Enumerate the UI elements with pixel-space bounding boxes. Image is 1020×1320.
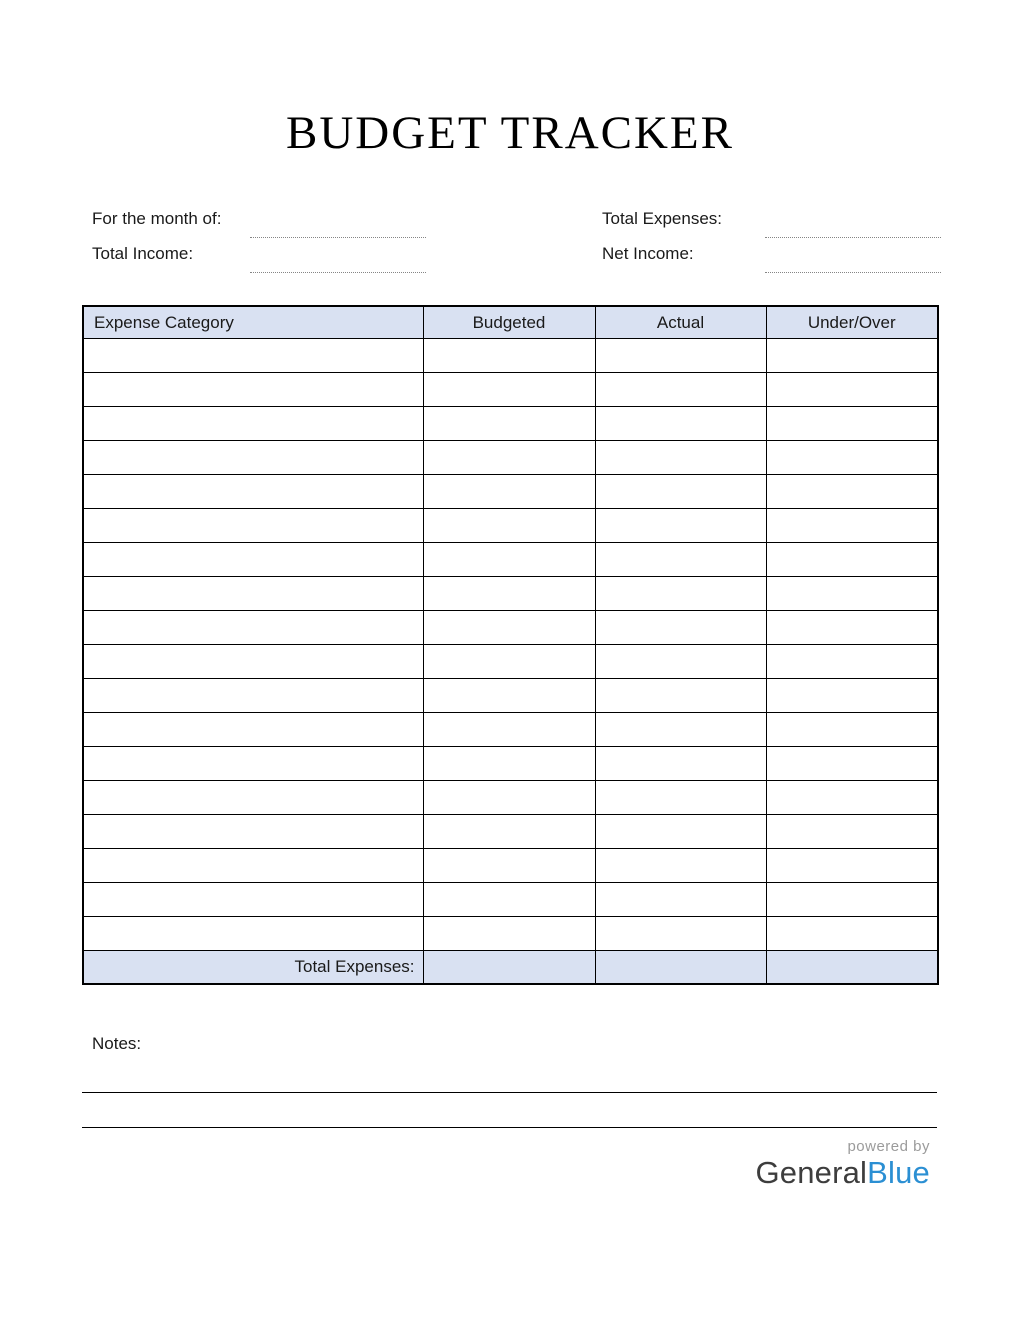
- actual-cell[interactable]: [595, 917, 766, 951]
- budgeted-cell[interactable]: [423, 781, 595, 815]
- table-row: [83, 645, 938, 679]
- actual-cell[interactable]: [595, 577, 766, 611]
- table-row: [83, 713, 938, 747]
- under-over-cell[interactable]: [766, 645, 938, 679]
- budgeted-cell[interactable]: [423, 883, 595, 917]
- budgeted-cell[interactable]: [423, 917, 595, 951]
- expense-category-cell[interactable]: [83, 577, 423, 611]
- table-row: [83, 815, 938, 849]
- actual-cell[interactable]: [595, 611, 766, 645]
- budgeted-cell[interactable]: [423, 815, 595, 849]
- expense-category-cell[interactable]: [83, 713, 423, 747]
- expense-category-cell[interactable]: [83, 475, 423, 509]
- budgeted-cell[interactable]: [423, 611, 595, 645]
- net-income-input[interactable]: [765, 250, 941, 273]
- total-under-over-cell[interactable]: [766, 951, 938, 985]
- brand-wordmark: [755, 1156, 930, 1190]
- table-row: [83, 373, 938, 407]
- brand-general-text: General: [755, 1154, 868, 1190]
- total-actual-cell[interactable]: [595, 951, 766, 985]
- budgeted-cell[interactable]: [423, 713, 595, 747]
- general-blue-logo: [755, 1139, 930, 1190]
- expense-category-cell[interactable]: [83, 611, 423, 645]
- table-row: [83, 441, 938, 475]
- under-over-cell[interactable]: [766, 713, 938, 747]
- under-over-cell[interactable]: [766, 917, 938, 951]
- budgeted-cell[interactable]: [423, 543, 595, 577]
- actual-cell[interactable]: [595, 849, 766, 883]
- actual-cell[interactable]: [595, 679, 766, 713]
- actual-cell[interactable]: [595, 713, 766, 747]
- total-expenses-row: [83, 951, 938, 985]
- table-row: [83, 543, 938, 577]
- budgeted-cell[interactable]: [423, 645, 595, 679]
- table-row: [83, 407, 938, 441]
- under-over-cell[interactable]: [766, 883, 938, 917]
- actual-cell[interactable]: [595, 475, 766, 509]
- table-header-row: [83, 306, 938, 339]
- under-over-cell[interactable]: [766, 373, 938, 407]
- expense-category-cell[interactable]: [83, 679, 423, 713]
- table-body: [83, 339, 938, 951]
- net-income-field-label: Net Income:: [602, 244, 694, 263]
- actual-cell[interactable]: [595, 815, 766, 849]
- under-over-cell[interactable]: [766, 679, 938, 713]
- expense-category-cell[interactable]: [83, 441, 423, 475]
- under-over-cell[interactable]: [766, 815, 938, 849]
- under-over-cell[interactable]: [766, 509, 938, 543]
- under-over-cell[interactable]: [766, 339, 938, 373]
- budgeted-cell[interactable]: [423, 441, 595, 475]
- budgeted-cell[interactable]: [423, 509, 595, 543]
- budgeted-cell[interactable]: [423, 679, 595, 713]
- total-expenses-row-label: Total Expenses:: [83, 951, 423, 985]
- total-income-field-label: Total Income:: [92, 244, 194, 263]
- table-row: [83, 509, 938, 543]
- expense-category-cell[interactable]: [83, 645, 423, 679]
- actual-cell[interactable]: [595, 509, 766, 543]
- budgeted-cell[interactable]: [423, 577, 595, 611]
- budgeted-cell[interactable]: [423, 407, 595, 441]
- month-field-label: For the month of:: [92, 209, 222, 228]
- actual-cell[interactable]: [595, 781, 766, 815]
- table-row: [83, 747, 938, 781]
- budgeted-cell[interactable]: [423, 475, 595, 509]
- page-title: BUDGET TRACKER: [286, 107, 734, 159]
- under-over-cell[interactable]: [766, 781, 938, 815]
- column-header-actual: Actual: [595, 306, 766, 339]
- table-row: [83, 781, 938, 815]
- under-over-cell[interactable]: [766, 543, 938, 577]
- under-over-cell[interactable]: [766, 849, 938, 883]
- brand-blue-text: Blue: [867, 1154, 930, 1190]
- under-over-cell[interactable]: [766, 441, 938, 475]
- actual-cell[interactable]: [595, 373, 766, 407]
- table-row: [83, 611, 938, 645]
- table-row: [83, 679, 938, 713]
- table-row: [83, 475, 938, 509]
- column-header-budgeted: Budgeted: [423, 306, 595, 339]
- powered-by-text: powered by: [847, 1138, 930, 1155]
- expense-category-cell[interactable]: [83, 407, 423, 441]
- actual-cell[interactable]: [595, 407, 766, 441]
- expense-category-cell[interactable]: [83, 883, 423, 917]
- notes-writing-line[interactable]: [82, 1127, 937, 1128]
- actual-cell[interactable]: [595, 747, 766, 781]
- table-row: [83, 339, 938, 373]
- expense-category-cell[interactable]: [83, 815, 423, 849]
- table-row: [83, 917, 938, 951]
- notes-label: Notes:: [92, 1034, 142, 1053]
- expense-category-cell[interactable]: [83, 747, 423, 781]
- column-header-under-over: Under/Over: [766, 306, 938, 339]
- actual-cell[interactable]: [595, 883, 766, 917]
- table-row: [83, 849, 938, 883]
- budgeted-cell[interactable]: [423, 747, 595, 781]
- under-over-cell[interactable]: [766, 747, 938, 781]
- table-row: [83, 883, 938, 917]
- actual-cell[interactable]: [595, 339, 766, 373]
- total-expenses-input[interactable]: [765, 215, 941, 238]
- actual-cell[interactable]: [595, 543, 766, 577]
- expense-category-cell[interactable]: [83, 373, 423, 407]
- column-header-expense-category: Expense Category: [83, 306, 423, 339]
- month-input[interactable]: [250, 215, 426, 238]
- actual-cell[interactable]: [595, 645, 766, 679]
- total-budgeted-cell[interactable]: [423, 951, 595, 985]
- notes-writing-line[interactable]: [82, 1092, 937, 1093]
- under-over-cell[interactable]: [766, 407, 938, 441]
- under-over-cell[interactable]: [766, 577, 938, 611]
- total-income-input[interactable]: [250, 250, 426, 273]
- table-row: [83, 577, 938, 611]
- total-expenses-field-label: Total Expenses:: [602, 209, 723, 228]
- actual-cell[interactable]: [595, 441, 766, 475]
- expense-category-cell[interactable]: [83, 339, 423, 373]
- budget-table: [82, 305, 939, 985]
- expense-category-cell[interactable]: [83, 917, 423, 951]
- under-over-cell[interactable]: [766, 475, 938, 509]
- budgeted-cell[interactable]: [423, 373, 595, 407]
- budgeted-cell[interactable]: [423, 849, 595, 883]
- expense-category-cell[interactable]: [83, 781, 423, 815]
- expense-category-cell[interactable]: [83, 849, 423, 883]
- expense-category-cell[interactable]: [83, 509, 423, 543]
- budgeted-cell[interactable]: [423, 339, 595, 373]
- expense-category-cell[interactable]: [83, 543, 423, 577]
- under-over-cell[interactable]: [766, 611, 938, 645]
